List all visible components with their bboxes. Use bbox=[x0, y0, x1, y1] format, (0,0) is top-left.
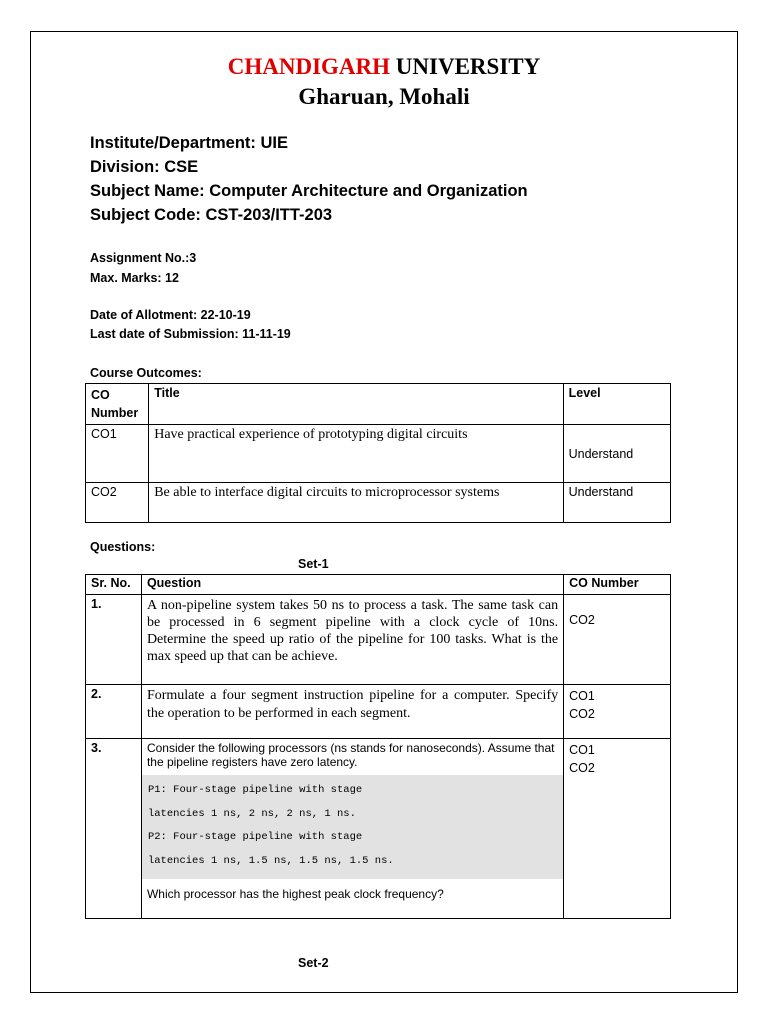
subject-code-line: Subject Code: CST-203/ITT-203 bbox=[90, 206, 333, 224]
co-value: CO2 bbox=[569, 707, 595, 721]
institute-line: Institute/Department: UIE bbox=[90, 134, 289, 152]
allotment-date: Date of Allotment: 22-10-19 bbox=[90, 308, 251, 322]
co-number-cell: CO1 bbox=[86, 425, 149, 483]
university-name-red: CHANDIGARH bbox=[227, 54, 391, 79]
sr-no-cell: 3. bbox=[86, 739, 142, 919]
university-name-black: UNIVERSITY bbox=[395, 54, 541, 79]
questions-table bbox=[85, 574, 671, 919]
code-line: P2: Four-stage pipeline with stage bbox=[147, 831, 363, 843]
submission-date: Last date of Submission: 11-11-19 bbox=[90, 327, 291, 341]
question-header: Question bbox=[141, 575, 563, 595]
co-number-header-line2: Number bbox=[91, 406, 139, 420]
level-header: Level bbox=[563, 384, 670, 425]
co-value: CO2 bbox=[569, 761, 595, 775]
co-number-header-line1: CO bbox=[91, 388, 110, 402]
co-level-cell: Understand bbox=[563, 425, 670, 483]
table-row bbox=[86, 685, 671, 739]
co-value: CO1 bbox=[569, 743, 595, 757]
table-row bbox=[86, 483, 671, 523]
sr-no-header: Sr. No. bbox=[86, 575, 142, 595]
questions-table-header bbox=[86, 575, 671, 595]
co-value: CO1 bbox=[569, 689, 595, 703]
university-title bbox=[0, 54, 768, 80]
co-title-cell: Have practical experience of prototyping digital circuits bbox=[149, 425, 563, 483]
co-title-cell: Be able to interface digital circuits to microprocessor systems bbox=[149, 483, 563, 523]
title-header: Title bbox=[149, 384, 563, 425]
co-number-cell bbox=[564, 685, 671, 739]
set-1-label: Set-1 bbox=[298, 557, 329, 571]
co-level-cell: Understand bbox=[563, 483, 670, 523]
code-line: latencies 1 ns, 2 ns, 2 ns, 1 ns. bbox=[147, 807, 356, 820]
question-cell: Formulate a four segment instruction pipeline for a computer. Specify the operation to be performed in each segment. bbox=[141, 685, 563, 739]
assignment-number: Assignment No.:3 bbox=[90, 251, 197, 265]
code-line: latencies 1 ns, 1.5 ns, 1.5 ns, 1.5 ns. bbox=[147, 854, 394, 867]
table-row bbox=[86, 739, 671, 919]
question-cell: A non-pipeline system takes 50 ns to process a task. The same task can be processed in 6 segment pipeline with a clock cycle of 10ns. Determine the speed up ratio of the pipeline for 100 tasks. What is the max speed up that can be achieve. bbox=[141, 595, 563, 685]
set-2-label: Set-2 bbox=[298, 956, 329, 970]
co-number-header bbox=[86, 384, 149, 425]
table-row bbox=[86, 425, 671, 483]
sr-no-cell: 1. bbox=[86, 595, 142, 685]
subject-name-line: Subject Name: Computer Architecture and Organization bbox=[90, 182, 528, 200]
co-table-header bbox=[86, 384, 671, 425]
question-text: Which processor has the highest peak clock frequency? bbox=[146, 887, 444, 901]
code-line: P1: Four-stage pipeline with stage bbox=[147, 784, 363, 796]
questions-heading: Questions: bbox=[90, 540, 156, 554]
co-number-cell: CO2 bbox=[564, 595, 671, 685]
division-line: Division: CSE bbox=[90, 158, 199, 176]
sr-no-cell: 2. bbox=[86, 685, 142, 739]
co-number-header: CO Number bbox=[564, 575, 671, 595]
co-number-cell: CO2 bbox=[86, 483, 149, 523]
max-marks: Max. Marks: 12 bbox=[90, 271, 179, 285]
question-intro: Consider the following processors (ns stands for nanoseconds). Assume that the pipeline registers have zero latency. bbox=[146, 741, 555, 769]
question-cell bbox=[141, 739, 563, 919]
course-outcomes-heading: Course Outcomes: bbox=[90, 366, 202, 380]
table-row bbox=[86, 595, 671, 685]
co-number-cell bbox=[564, 739, 671, 919]
course-outcomes-table bbox=[85, 383, 671, 523]
code-block bbox=[142, 775, 563, 879]
university-location: Gharuan, Mohali bbox=[298, 84, 470, 109]
